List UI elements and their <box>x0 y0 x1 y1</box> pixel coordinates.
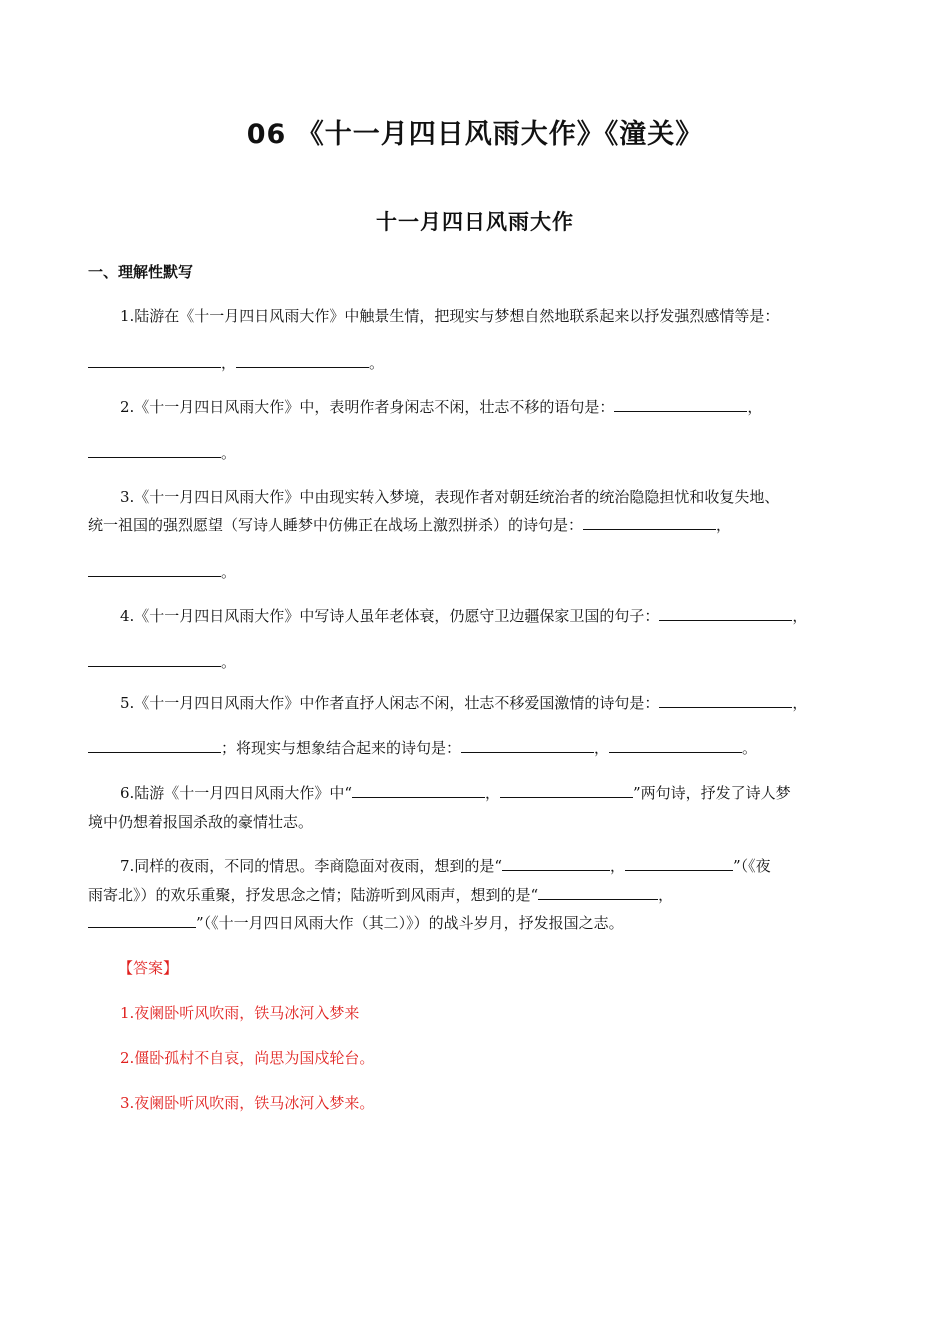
answer-blank[interactable] <box>502 855 610 871</box>
answer-blank[interactable] <box>88 442 221 458</box>
punct: ， <box>484 784 500 802</box>
punct: 。 <box>221 653 237 671</box>
question-1-line-2 <box>88 352 868 374</box>
question-6-text-2: ”两句诗，抒发了诗人梦 <box>633 784 791 802</box>
answer-blank[interactable] <box>500 782 633 798</box>
question-3-line-1 <box>120 486 868 508</box>
answer-blank[interactable] <box>236 352 369 368</box>
question-3-text-2: 统一祖国的强烈愿望（写诗人睡梦中仿佛正在战场上激烈拼杀）的诗句是： <box>88 516 584 534</box>
question-6-text-1: 6.陆游《十一月四日风雨大作》中“ <box>120 784 352 802</box>
question-7-line-1 <box>120 855 868 877</box>
punct: 。 <box>742 739 758 757</box>
answer-blank[interactable] <box>609 737 742 753</box>
answer-blank[interactable] <box>614 396 747 412</box>
answer-blank[interactable] <box>625 855 733 871</box>
question-7-text-4: ”（《十一月四日风雨大作（其二）》）的战斗岁月，抒发报国之志。 <box>196 914 624 932</box>
punct: ， <box>792 607 808 625</box>
punct: 。 <box>221 444 237 462</box>
question-6-line-1 <box>120 782 868 804</box>
question-2-line-1 <box>120 396 868 418</box>
answer-blank[interactable] <box>583 514 716 530</box>
question-3-line-3 <box>88 561 868 583</box>
punct: ， <box>594 739 610 757</box>
question-6-line-2 <box>88 811 868 833</box>
answer-1: 1.夜阑卧听风吹雨，铁马冰河入梦来 <box>120 1004 360 1022</box>
answer-blank[interactable] <box>659 605 792 621</box>
question-6-text-3: 境中仍想着报国杀敌的豪情壮志。 <box>88 813 314 831</box>
punct: ， <box>792 694 808 712</box>
answer-blank[interactable] <box>88 352 221 368</box>
question-7-text-3: 雨寄北》）的欢乐重聚，抒发思念之情；陆游听到风雨声，想到的是“ <box>88 886 539 904</box>
punct: ， <box>747 398 763 416</box>
answer-blank[interactable] <box>88 561 221 577</box>
question-2-text: 2.《十一月四日风雨大作》中，表明作者身闲志不闲，壮志不移的语句是： <box>120 398 615 416</box>
punct: ， <box>221 354 237 372</box>
question-5-line-1 <box>120 692 868 714</box>
answer-label: 【答案】 <box>118 959 179 977</box>
punct: ， <box>658 886 674 904</box>
question-4-text: 4.《十一月四日风雨大作》中写诗人虽年老体衰，仍愿守卫边疆保家卫国的句子： <box>120 607 660 625</box>
answer-blank[interactable] <box>88 737 221 753</box>
question-7-line-3 <box>88 912 868 934</box>
question-7-text-2: ”（《夜 <box>733 857 771 875</box>
answer-2: 2.僵卧孤村不自哀，尚思为国戍轮台。 <box>120 1049 375 1067</box>
question-5-line-2 <box>88 737 868 759</box>
question-4-line-1 <box>120 605 868 627</box>
answer-blank[interactable] <box>461 737 594 753</box>
punct: ， <box>609 857 625 875</box>
answer-blank[interactable] <box>538 884 658 900</box>
question-7-text-1: 7.同样的夜雨，不同的情思。李商隐面对夜雨，想到的是“ <box>120 857 502 875</box>
answer-blank[interactable] <box>88 651 221 667</box>
question-3-text-1: 3.《十一月四日风雨大作》中由现实转入梦境，表现作者对朝廷统治者的统治隐隐担忧和收复失地、 <box>120 488 780 506</box>
question-5-text: 5.《十一月四日风雨大作》中作者直抒人闲志不闲，壮志不移爱国激情的诗句是： <box>120 694 660 712</box>
punct: 。 <box>369 354 385 372</box>
page-title: 06 《十一月四日风雨大作》《潼关》 <box>246 119 704 150</box>
punct: 。 <box>221 563 237 581</box>
answer-blank[interactable] <box>352 782 485 798</box>
question-1-line-1 <box>120 305 868 327</box>
question-2-line-2 <box>88 442 868 464</box>
section-heading: 一、理解性默写 <box>88 263 194 281</box>
question-7-line-2 <box>88 884 868 906</box>
question-1-text: 1.陆游在《十一月四日风雨大作》中触景生情，把现实与梦想自然地联系起来以抒发强烈感情等是： <box>120 307 780 325</box>
question-5-text-2: ；将现实与想象结合起来的诗句是： <box>221 739 462 757</box>
question-3-line-2 <box>88 514 868 536</box>
punct: ， <box>716 516 732 534</box>
answer-blank[interactable] <box>88 912 196 928</box>
answer-blank[interactable] <box>659 692 792 708</box>
question-4-line-2 <box>88 651 868 673</box>
answer-3: 3.夜阑卧听风吹雨，铁马冰河入梦来。 <box>120 1094 375 1112</box>
poem-subtitle: 十一月四日风雨大作 <box>376 210 574 234</box>
